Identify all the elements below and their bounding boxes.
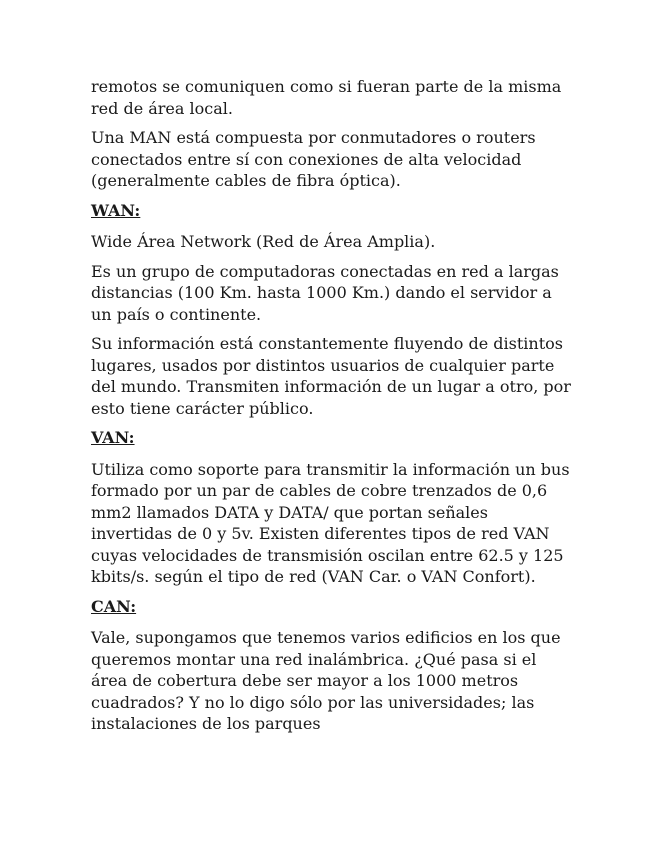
heading-can: CAN: <box>91 596 137 616</box>
paragraph-van-description: Utiliza como soporte para transmitir la información un bus formado por un par de cables de cobre trenzados de 0,6 mm2 llamados DATA y DATA/ que portan señales invertidas de 0 y 5v. Existen diferentes tipos de red VAN cuyas velocidades de transmisión oscilan entre 62.5 y 125 kbits/s. según el tipo de red (VAN Car. o VAN Confort). <box>91 459 570 586</box>
paragraph-man-intro-continued: remotos se comuniquen como si fueran parte de la misma red de área local. <box>91 77 562 118</box>
paragraph-wan-information: Su información está constantemente fluyendo de distintos lugares, usados por distintos usuarios de cualquier parte del mundo. Transmiten información de un lugar a otro, por esto tiene carácter público. <box>91 334 571 418</box>
paragraph-can-description: Vale, supongamos que tenemos varios edificios en los que queremos montar una red inalámbrica. ¿Qué pasa si el área de cobertura debe ser mayor a los 1000 metros cuadrados? Y no lo digo sólo por las universidades; las instalaciones de los parques <box>91 628 561 733</box>
paragraph-wan-definition: Wide Área Network (Red de Área Amplia). <box>91 232 436 251</box>
heading-wan: WAN: <box>91 200 141 220</box>
paragraph-wan-distance: Es un grupo de computadoras conectadas en red a largas distancias (100 Km. hasta 1000 Km.) dando el servidor a un país o continente. <box>91 261 559 324</box>
document-page <box>91 76 571 743</box>
paragraph-man-description: Una MAN está compuesta por conmutadores o routers conectados entre sí con conexiones de alta velocidad (generalmente cables de fibra óptica). <box>91 128 536 190</box>
heading-van: VAN: <box>91 428 135 447</box>
